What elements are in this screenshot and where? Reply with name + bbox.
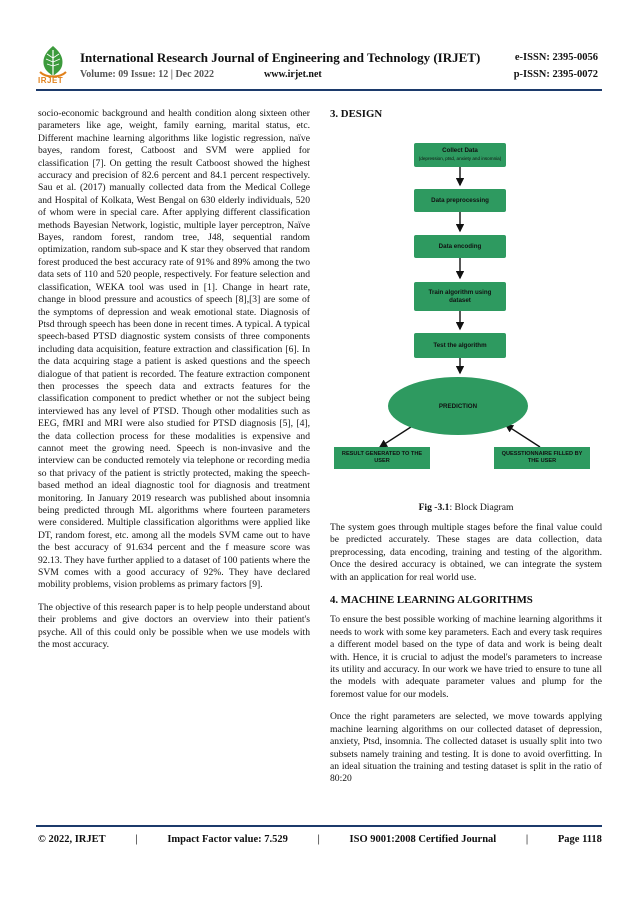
body-paragraph: To ensure the best possible working of machine learning algorithms it needs to work with some key parameters. Each and every task requires a different model based on the type of data and work is being dealt with. Hence, it is crucial to adjust the model's parameters to increase its utility and accuracy. In our work we have tried to ensure to tune all the models with adequate parameter values and plump for the foremost value for our models.: [330, 614, 602, 700]
website-link[interactable]: www.irjet.net: [264, 69, 322, 80]
iso-certification: ISO 9001:2008 Certified Journal: [349, 834, 497, 845]
volume-issue: Volume: 09 Issue: 12 | Dec 2022: [80, 69, 215, 80]
journal-title: International Research Journal of Engineering and Technology (IRJET): [80, 50, 481, 65]
footer-separator: |: [135, 834, 138, 845]
left-column: [38, 108, 310, 661]
copyright: © 2022, IRJET: [38, 834, 106, 845]
train-box: [414, 282, 506, 311]
body-paragraph: Once the right parameters are selected, we move towards applying machine learning algorithms on our collected dataset of depression, anxiety, Ptsd, insomnia. The collected dataset is usually split into two subsets namely training and testing. It is done to avoid overfitting. In an ideal situation the training and testing dataset is split in the ratio of 80:20: [330, 711, 602, 785]
body-paragraph: The objective of this research paper is to help people understand about their problems and give doctors an overview into their patient's psyche. All of this could only be possible when we use models with the most accuracy.: [38, 601, 310, 651]
encoding-label: Data encoding: [438, 242, 482, 250]
page-footer: [38, 834, 602, 845]
prediction-ellipse: [388, 377, 528, 435]
collect-data-box: [414, 143, 506, 167]
preprocessing-box: [414, 189, 506, 212]
encoding-box: [414, 235, 506, 258]
section-heading: 4. MACHINE LEARNING ALGORITHMS: [330, 594, 533, 607]
test-box: [414, 333, 506, 358]
test-label: Test the algorithm: [433, 341, 487, 349]
questionnaire-box: [494, 447, 590, 469]
right-column-text: [330, 522, 602, 796]
figure-label: Fig -3.1: [418, 502, 450, 513]
figure-caption-text: : Block Diagram: [449, 502, 514, 513]
impact-factor: Impact Factor value: 7.529: [167, 834, 288, 845]
result-user-box: [334, 447, 430, 469]
design-section: [330, 108, 602, 128]
body-paragraph: socio-economic background and health condition along sixteen other parameters like age, weight, family earning, marital status, etc. Different machine learning algorithms like logistic regression, naïve bayes, random forest, Catboost and SVM were applied for classification [7]. On getting the result Catboost showed the highest accuracy and precision of 82.6 percent and 84.1 percent respectively. Sau et al. (2017) manually collected data from the Medical College and Hospital of Kolkata, West Bengal on 630 elderly individuals, 520 of whom were in special care. After applying different classification methods Bayesian Network, logistic, multiple layer perceptron, Naïve Bayes, random forest, random tree, J48, sequential random optimization, random sub-space and K star they observed that random forest produced the best accuracy rate of 91% and 89% among the two data sets of 110 and 520 people, respectively. For feature selection and classification, WEKA tool was used in [1]. Change in heart rate, change in blood pressure and acoustics of speech [8],[3] are some of the symptoms of depression and weak emotional state. Diagnosis of Ptsd through speech has been done in recent times. A typical. A typical speech-based PTSD diagnostic system consists of three components including data acquisition, feature extraction and classification [6]. In the data acquiring stage a patient is asked questions and the speech dialogue of that patient is recorded. The feature extraction component then processes the speech data and extracts features for the classification component to predict whether or not the subject being interviewed has any level of PTSD. Though other modalities such as EEG, fMRI and MRI were also studied for PTSD diagnosis [5], [4], the data collection process for these modalities is expensive and cannot meet the growing need. Speech is non-invasive and the interview can be conducted remotely via telephone or recording media so that privacy of the patient is strictly protected, making the speech-based method an ideal diagnostic tool for diagnosis and treatment monitoring. In January 2019 research was published about insomnia being predicted through ML algorithms where fourteen parameters were considered. Multiple classification algorithms were applied like DT, random forest, etc. among all the models SVM came out to have the best accuracy of 91.634 percent and the f measure score was 92.13. They have further applied to a dataset of 100 patients where the SVM comes with a good accuracy of 92%. They have declared mobility problems, vision problems as primary factors [9].: [38, 108, 310, 591]
collect-data-sub: (depression, ptsd, anxiety and insomnia): [418, 156, 502, 161]
logo-text: IRJET: [38, 76, 64, 85]
figure-caption: [330, 502, 602, 513]
page-number: Page 1118: [557, 834, 602, 845]
page-header: [0, 0, 638, 92]
result-user-label: RESULT GENERATED TO THE USER: [341, 450, 423, 464]
prediction-label: PREDICTION: [438, 402, 478, 410]
e-issn: e-ISSN: 2395-0056: [514, 52, 598, 63]
train-label: Train algorithm using dataset: [428, 288, 492, 304]
footer-separator: |: [525, 834, 529, 845]
body-paragraph: The system goes through multiple stages before the final value could be predicted accurately. These stages are data collection, data preprocessing, data encoding, training and testing of the algorithm. Once the desired accuracy is obtained, we can integrate the system with an application for real world use.: [330, 522, 602, 583]
preprocessing-label: Data preprocessing: [431, 196, 489, 204]
questionnaire-label: QUESSTIONNAIRE FILLED BY THE USER: [501, 450, 583, 464]
footer-separator: |: [317, 834, 320, 845]
section-heading: 3. DESIGN: [330, 108, 383, 120]
block-diagram: [330, 135, 602, 475]
p-issn: p-ISSN: 2395-0072: [513, 69, 598, 80]
footer-divider: [36, 825, 602, 827]
header-divider: [36, 89, 602, 91]
collect-data-label: Collect Data: [442, 147, 478, 154]
